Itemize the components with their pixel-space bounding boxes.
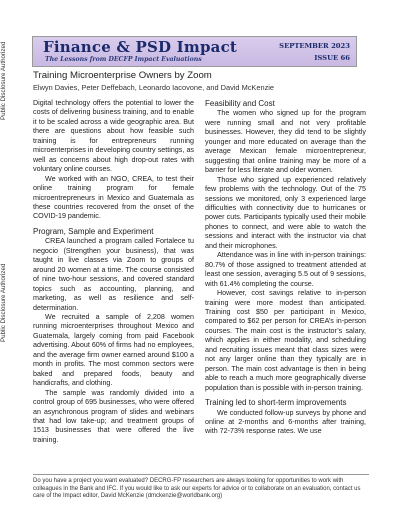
newsletter-banner	[32, 36, 357, 67]
paragraph: Those who signed up experienced relatively few problems with the technology. Out of the 75 sessions we monitored, only 3 experienced large difficulties with connectivity due to hurricanes or power cuts. Participants typically used their mobile phones to connect, and were able to watch the sessions and interact with the instructor via chat and their microphones.	[205, 175, 366, 250]
paragraph: Digital technology offers the potential to lower the costs of delivering business training, and to enable it to be scaled across a wide geographic area. But there are questions about how feasible such training is for entrepreneurs running microenterprises in developing country settings, as well as concerns about high drop-out rates with voluntary online courses.	[33, 99, 194, 174]
disclosure-label-top: Public Disclosure Authorized	[0, 41, 7, 121]
article-title: Training Microenterprise Owners by Zoom	[33, 70, 212, 81]
section-heading: Program, Sample and Experiment	[33, 226, 154, 236]
footer-note: Do you have a project you want evaluated? DECRG-FP researchers are always looking for opportunities to work with colleagues in the Bank and IFC. If you would like to ask our experts for advice or to collaborate on an evaluation, contact us care of the Impact editor, David McKenzie (dmckenzie@worldbank.org)	[33, 478, 361, 500]
right-column	[205, 99, 366, 437]
banner-issue: ISSUE 66	[314, 54, 350, 62]
footer-divider	[33, 474, 369, 475]
banner-subtitle: The Lessons from DECFP Impact Evaluations	[45, 56, 202, 63]
paragraph: We worked with an NGO, CREA, to test their online training program for female microentrepreneurs in Mexico and Guatemala as these countries recovered from the onset of the COVID-19 pandemic.	[33, 174, 194, 221]
banner-title: Finance & PSD Impact	[43, 38, 238, 56]
paragraph: The women who signed up for the program were running small and not very profitable businesses. However, they did tend to be slightly younger and more educated on average than the average Mexican female microentrepreneur, suggesting that online training may be more of a barrier for less literate and older women.	[205, 109, 366, 175]
section-heading: Training led to short-term improvements	[205, 398, 347, 408]
paragraph: However, cost savings relative to in-person training were more modest than anticipated. Training cost $50 per participant in Mexico, compared to $62 per person for CREA’s in-person courses. The main cost is the instructor’s salary, which applies in either modality, and scheduling and recruiting issues meant that class sizes were not any larger online than they typically are in person. The main cost advantage is then in being able to reach a much more geographically diverse population than is possible with in-person training.	[205, 289, 366, 392]
article-authors: Elwyn Davies, Peter Deffebach, Leonardo Iacovone, and David McKenzie	[33, 83, 275, 92]
paragraph: We recruited a sample of 2,208 women running microenterprises throughout Mexico and Guatemala, largely coming from paid Facebook advertising. About 60% of firms had no employees, and the average firm owner earned around $100 a month in profits. The most common sectors were baked and prepared foods, beauty and handicrafts, and clothing.	[33, 312, 194, 388]
left-column	[33, 99, 194, 445]
section-heading: Feasibility and Cost	[205, 99, 275, 108]
paragraph: Attendance was in line with in-person trainings: 80.7% of those assigned to treatment attended at least one session, averaging 5.5 out of 9 sessions, with 61.4% completing the course.	[205, 251, 366, 288]
paragraph: CREA launched a program called Fortalece tu negocio (Strengthen your business), that was taught in live classes via Zoom to groups of around 20 women at a time. The course consisted of nine two-hour sessions, and covered standard topics such as accounting, planning, and marketing, as well as resilience and self-determination.	[33, 237, 194, 312]
paragraph: The sample was randomly divided into a control group of 695 businesses, who were offered an asynchronous program of slides and webinars that had low take-up; and treatment groups of 1513 businesses that were offered the live training.	[33, 388, 194, 444]
paragraph: We conducted follow-up surveys by phone and online at 2-months and 6-months after training, with 72-73% response rates. We use	[205, 408, 366, 436]
disclosure-label-bottom: Public Disclosure Authorized	[0, 263, 7, 343]
banner-date: SEPTEMBER 2023	[279, 42, 350, 50]
